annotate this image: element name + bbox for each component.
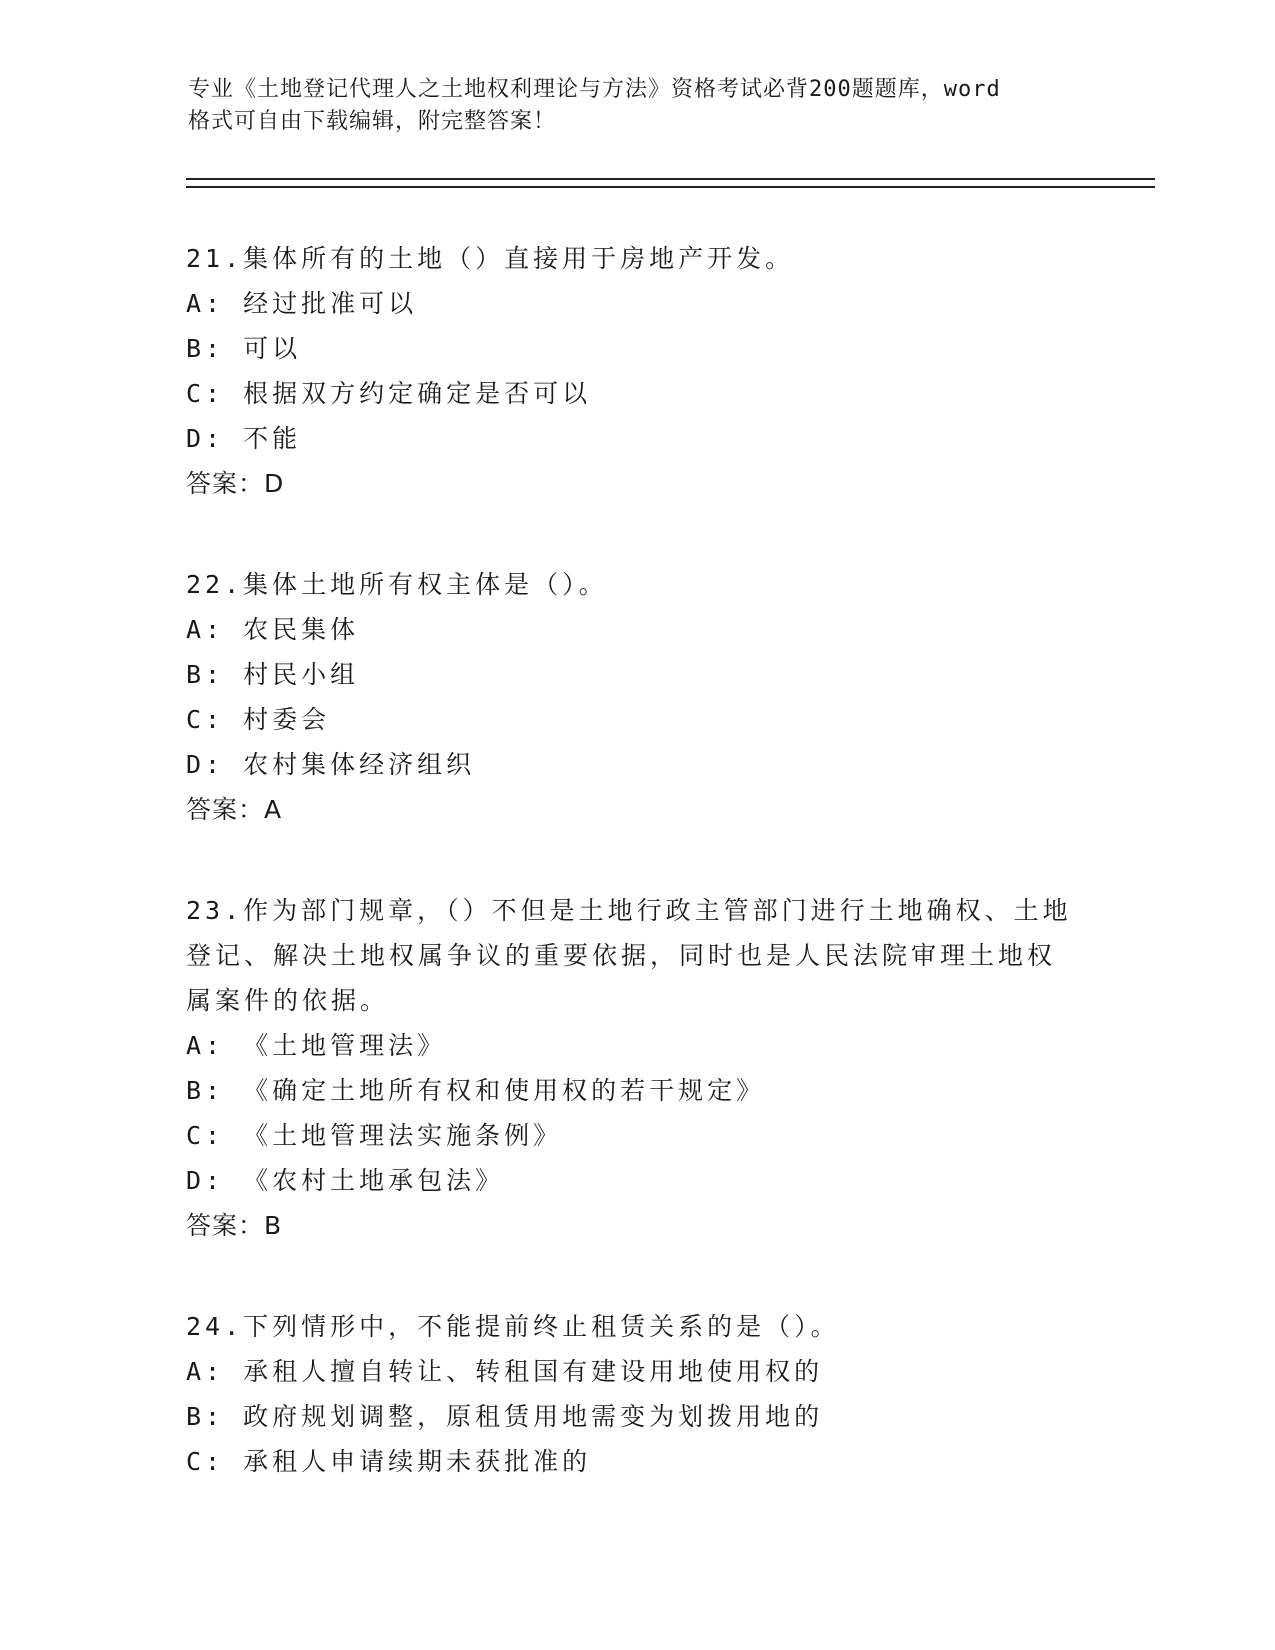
- question-stem-line: 21.集体所有的土地（）直接用于房地产开发。: [186, 244, 795, 273]
- option-letter: C:: [186, 705, 225, 734]
- answer-option: [186, 652, 1086, 697]
- question-block: [186, 236, 1086, 506]
- option-letter: C:: [186, 1447, 225, 1476]
- answer-option: [186, 697, 1086, 742]
- question-stem: [186, 888, 1086, 1023]
- answer-key: 答案：B: [186, 1211, 283, 1240]
- answer-key: 答案：A: [186, 795, 283, 824]
- question-stem-line: 22.集体土地所有权主体是（）。: [186, 570, 608, 599]
- option-letter: B:: [186, 1076, 225, 1105]
- option-letter: D:: [186, 750, 225, 779]
- option-text: 承租人擅自转让、转租国有建设用地使用权的: [243, 1357, 824, 1386]
- question-block: [186, 888, 1086, 1248]
- answer-key: 答案：D: [186, 469, 285, 498]
- option-letter: A:: [186, 1031, 225, 1060]
- option-text: 经过批准可以: [243, 289, 418, 318]
- answer-option: [186, 1158, 1086, 1203]
- option-letter: B:: [186, 660, 225, 689]
- answer-option: [186, 1023, 1086, 1068]
- question-block: [186, 562, 1086, 832]
- question-stem: [186, 562, 1086, 607]
- document-header: [188, 74, 1068, 138]
- header-line-2: 格式可自由下载编辑，附完整答案！: [188, 109, 557, 134]
- option-text: 不能: [243, 424, 302, 453]
- option-letter: B:: [186, 1402, 225, 1431]
- option-letter: D:: [186, 1166, 225, 1195]
- question-stem-line: 23.作为部门规章，（）不但是土地行政主管部门进行土地确权、土地: [186, 896, 1072, 925]
- option-text: 《土地管理法》: [243, 1031, 447, 1060]
- option-letter: D:: [186, 424, 225, 453]
- option-letter: A:: [186, 1357, 225, 1386]
- option-text: 《确定土地所有权和使用权的若干规定》: [243, 1076, 766, 1105]
- answer-option: [186, 1068, 1086, 1113]
- header-divider: [186, 178, 1155, 188]
- answer-option: [186, 1349, 1086, 1394]
- question-stem-line: 属案件的依据。: [186, 986, 390, 1015]
- option-letter: C:: [186, 1121, 225, 1150]
- option-text: 《土地管理法实施条例》: [243, 1121, 563, 1150]
- option-letter: C:: [186, 379, 225, 408]
- option-text: 村民小组: [243, 660, 360, 689]
- option-text: 承租人申请续期未获批准的: [243, 1447, 592, 1476]
- option-letter: B:: [186, 334, 225, 363]
- question-stem-line: 登记、解决土地权属争议的重要依据，同时也是人民法院审理土地权: [186, 941, 1057, 970]
- option-text: 可以: [243, 334, 302, 363]
- question-stem: [186, 236, 1086, 281]
- answer-option: [186, 1439, 1086, 1484]
- option-text: 农村集体经济组织: [243, 750, 476, 779]
- option-letter: A:: [186, 615, 225, 644]
- header-line-1: 专业《土地登记代理人之土地权利理论与方法》资格考试必背200题题库，word: [188, 77, 1001, 102]
- question-block: [186, 1304, 1086, 1484]
- answer-option: [186, 1394, 1086, 1439]
- answer-option: [186, 416, 1086, 461]
- option-text: 农民集体: [243, 615, 360, 644]
- answer-option: [186, 326, 1086, 371]
- question-stem: [186, 1304, 1086, 1349]
- question-stem-line: 24.下列情形中，不能提前终止租赁关系的是（）。: [186, 1312, 840, 1341]
- answer-option: [186, 281, 1086, 326]
- option-text: 政府规划调整，原租赁用地需变为划拨用地的: [243, 1402, 824, 1431]
- option-text: 《农村土地承包法》: [243, 1166, 505, 1195]
- option-letter: A:: [186, 289, 225, 318]
- option-text: 根据双方约定确定是否可以: [243, 379, 592, 408]
- answer-option: [186, 607, 1086, 652]
- answer-option: [186, 371, 1086, 416]
- question-list: [186, 236, 1086, 1540]
- option-text: 村委会: [243, 705, 331, 734]
- answer-option: [186, 1113, 1086, 1158]
- answer-option: [186, 742, 1086, 787]
